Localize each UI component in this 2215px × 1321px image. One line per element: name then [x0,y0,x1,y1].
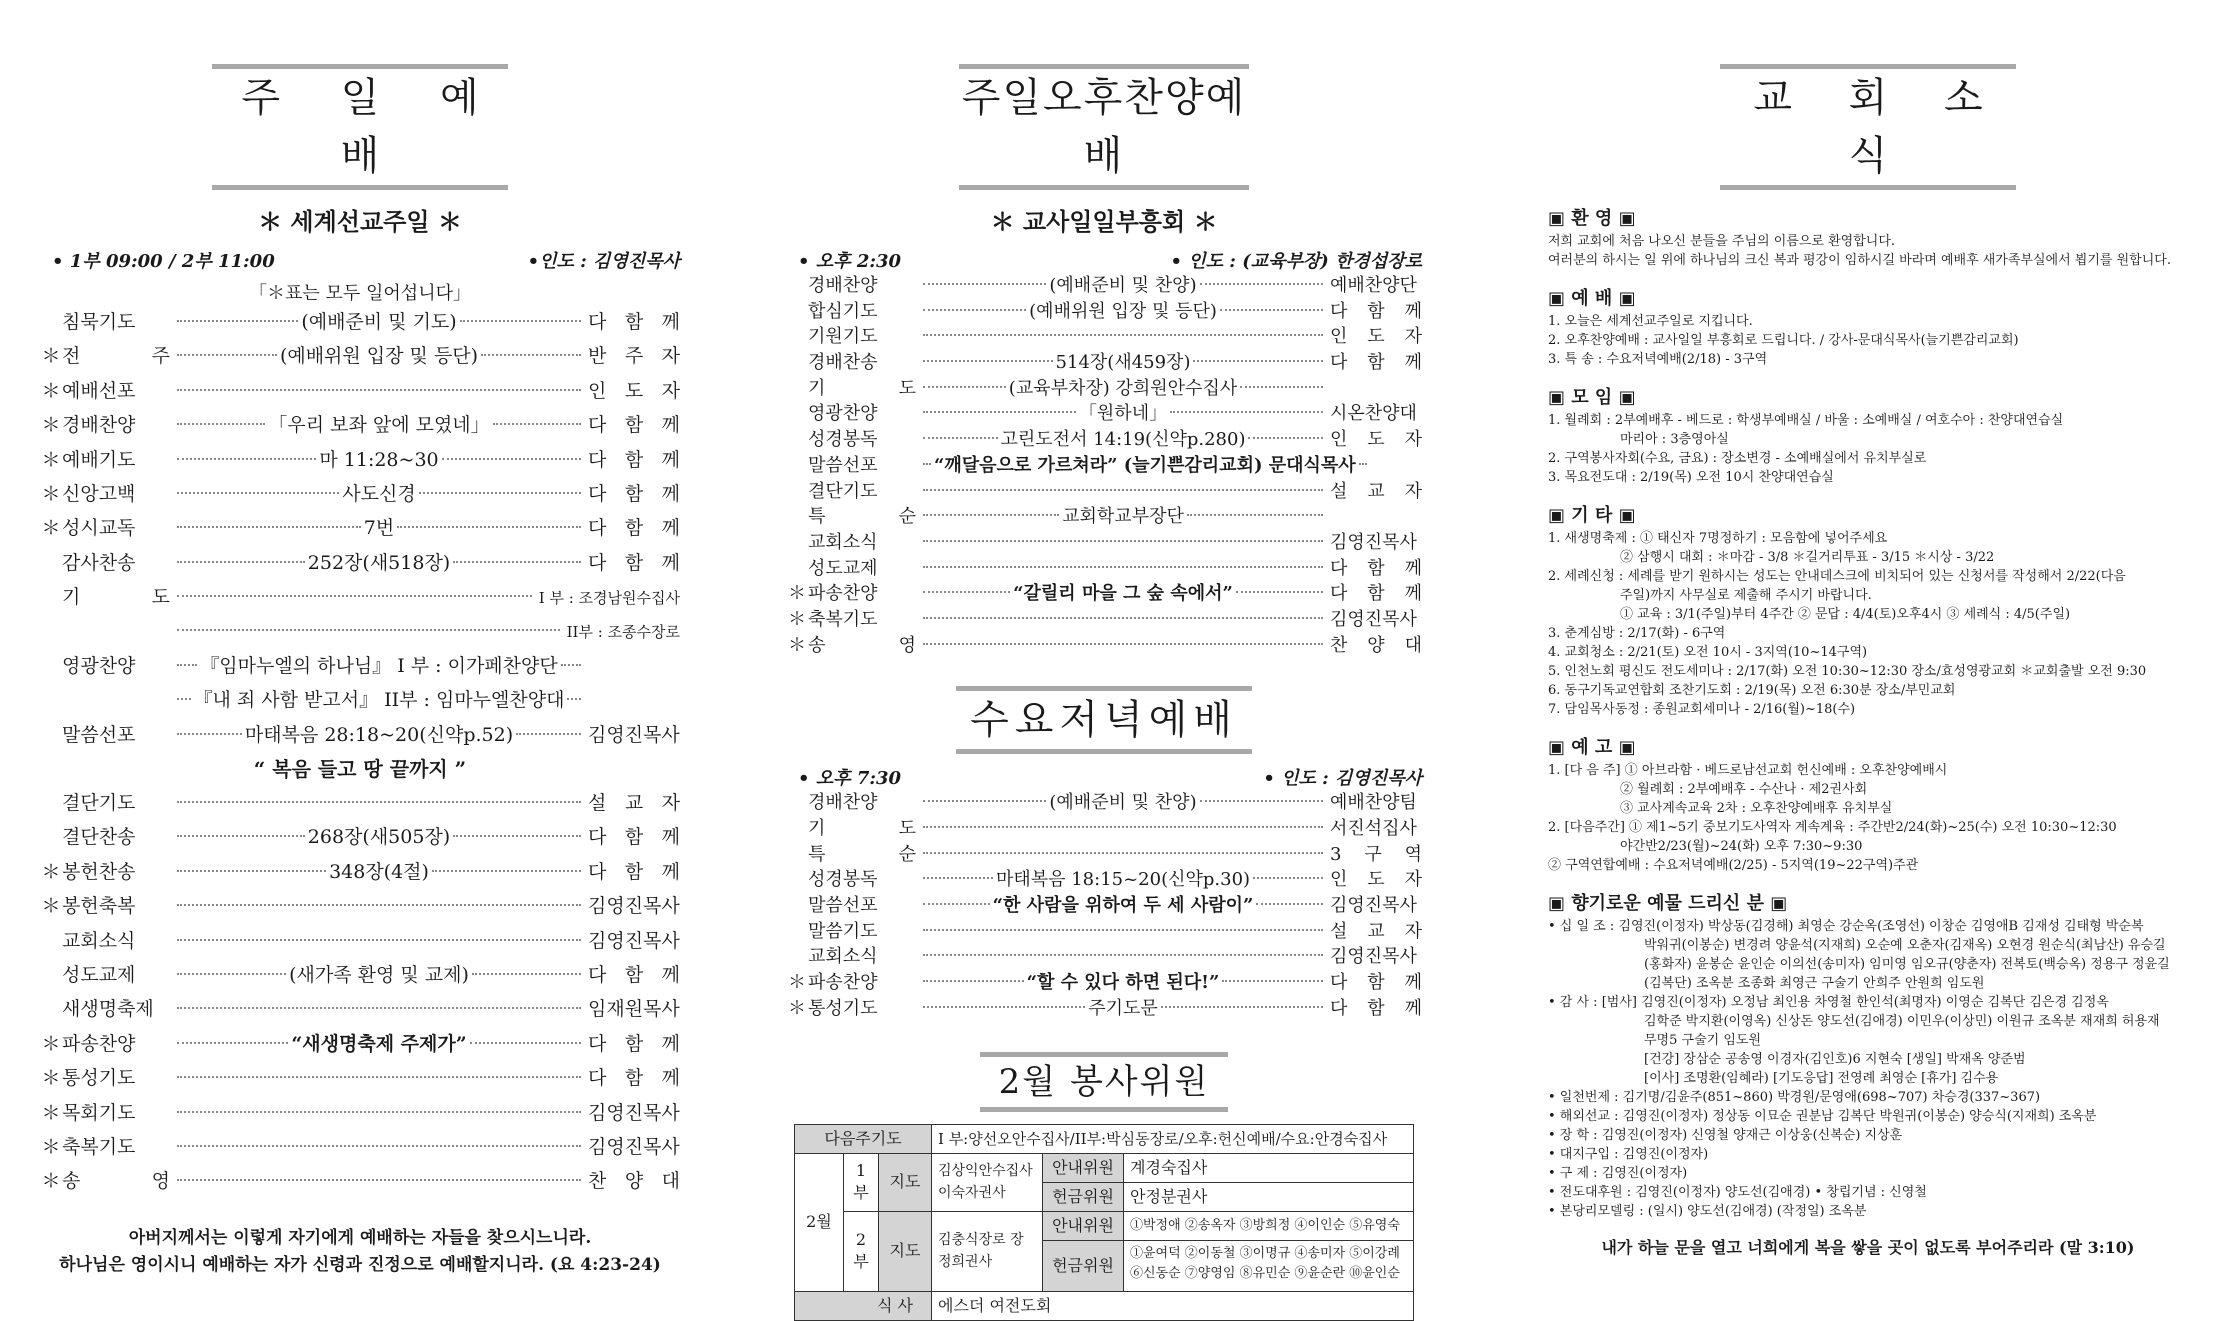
order-label: 교회소식 [62,929,136,952]
order-row [786,581,1422,607]
order-detail: “새생명축제 주제가” [291,1032,467,1055]
service-leader: • 인도 : 김영진목사 [1263,768,1422,790]
stand-marker: ＊ [41,1032,61,1055]
order-label: 예배기도 [62,448,136,471]
order-label: 기원기도 [808,326,878,348]
order-detail: (새가족 환영 및 교제) [289,964,469,987]
order-person: 다 함 께 [588,448,680,471]
order-row [40,305,680,339]
order-label: 말씀선포 [808,454,878,476]
sunday-worship-banner [212,64,508,190]
news-line: 4. 교회청소 : 2/21(토) 오전 10시 - 3지역(10~14구역) [1548,645,1868,660]
news-line: 7. 담임목사동정 : 종원교회세미나 - 2/16(월)~18(수) [1548,702,1856,717]
stand-marker: ＊ [41,1101,61,1124]
order-detail: (교육부차장) 강희원안수집사 [1008,377,1238,399]
stand-marker: ＊ [788,634,806,656]
news-body [1548,204,2188,1221]
news-line: 1. 오늘은 세계선교주일로 지킵니다. [1548,314,1753,329]
news-line: 2. 세례신청 : 세례를 받기 원하시는 성도는 안내데스크에 비치되어 있는 신청서를 작성해서 2/22(다음 [1548,569,2126,584]
order-label: 말씀선포 [808,895,878,917]
order-person: 김영진목사 [1330,531,1417,553]
news-line: ② 삼행시 대회 : ＊마감 - 3/8 ＊길거리투표 - 3/15 ＊시상 - 3/22 [1620,550,1995,565]
news-line: • 일천번제 : 김기명/김윤주(851~860) 박경원/문영애(698~707) 차승경(337~367) [1548,1090,2041,1105]
order-person: 찬 양 대 [1330,634,1422,656]
wednesday-order [786,790,1422,1021]
order-label: 합심기도 [808,300,878,322]
order-label: 결단기도 [808,480,878,502]
section-heading: ▣ 향기로운 예물 드리신 분 ▣ [1548,893,1788,914]
section-heading: ▣ 환 영 ▣ [1548,208,1636,229]
order-row [40,683,680,717]
order-row [786,919,1422,945]
order-row [786,867,1422,893]
notice-section [1548,733,2188,875]
order-row [40,889,680,923]
order-label: 신앙고백 [62,482,136,505]
stand-marker: ＊ [41,517,61,540]
section-heading: ▣ 기 타 ▣ [1548,505,1636,526]
order-row [786,790,1422,816]
news-line: 6. 동구기독교연합회 조찬기도회 : 2/19(목) 오전 6:30분 장소/부민교회 [1548,683,1956,698]
order-person: 설 교 자 [1330,480,1422,502]
order-of-worship [40,305,680,752]
order-person: 다 함 께 [1330,583,1422,605]
order-row [40,374,680,408]
stand-marker: ＊ [41,448,61,471]
order-person: 다 함 께 [1330,972,1422,994]
order-label: 통성기도 [62,1067,136,1090]
wednesday-worship-banner [956,686,1252,754]
section-heading: ▣ 예 고 ▣ [1548,737,1636,758]
order-detail: 고린도전서 14:19(신약p.280) [1000,429,1246,451]
afternoon-worship-column [786,0,1422,1315]
order-label: 봉헌찬송 [62,860,136,883]
order-row [40,1130,680,1164]
order-label: 경배찬송 [808,352,878,374]
standing-note: 「＊표는 모두 일어섭니다」 [249,283,471,304]
section-title: 수요저녁예배 [970,697,1238,744]
stand-marker: ＊ [788,583,806,605]
section-heading: ▣ 예 배 ▣ [1548,288,1636,309]
order-label: 교회소식 [808,531,878,553]
order-row [40,786,680,820]
church-news-column [1548,0,2188,1257]
order-detail: (예배위원 입장 및 등단) [1029,300,1217,322]
order-detail: 마 11:28~30 [319,448,439,471]
order-detail: (예배준비 및 찬양) [1049,792,1197,814]
order-detail: 주기도문 [1088,997,1158,1019]
order-label: 송 영 [808,634,916,656]
news-line: • 장 학 : 김영진(이정자) 신영철 양재근 이상웅(신복순) 지상훈 [1548,1128,1903,1143]
order-detail: 『내 죄 사함 받고서』 II부 : 임마누엘찬양대 [193,689,565,712]
stand-marker: ＊ [41,379,61,402]
order-row [40,855,680,889]
stand-marker: ＊ [41,414,61,437]
news-line: 1. 월례회 : 2부예배후 - 베드로 : 학생부예배실 / 바울 : 소예배실 / 여호수아 : 찬양대연습실 [1548,413,2064,428]
order-label: 전 주 [62,345,170,368]
section-title: 2월 봉사위원 [998,1061,1210,1102]
order-label: 교회소식 [808,946,878,968]
order-row [40,1061,680,1095]
order-person: 김영진목사 [588,895,680,918]
order-person: 다 함 께 [588,551,680,574]
order-detail: 사도신경 [342,482,416,505]
news-line: ① 교육 : 3/1(주일)부터 4주간 ② 문답 : 4/4(토)오후4시 ③ 세례식 : 4/5(주일) [1620,607,2071,622]
order-person: 인 도 자 [1330,429,1422,451]
worship-theme: ＊ 교사일일부흥회 ＊ [990,208,1218,236]
order-row [786,633,1422,659]
order-label: 성도교제 [62,964,136,987]
stand-marker: ＊ [788,972,806,994]
order-of-worship-2 [40,786,680,1199]
order-label: 말씀기도 [808,920,878,942]
church-news-banner [1720,64,2016,190]
order-person: 다 함 께 [1330,557,1422,579]
order-person: 서진석집사 [1330,818,1417,839]
order-row [786,556,1422,582]
news-line: 5. 인천노회 평신도 전도세미나 : 2/17(화) 오전 10:30~12:30 장소/효성영광교회 ＊교회출발 오전 9:30 [1548,664,2147,679]
news-line: ③ 교사계속교육 2차 : 오후찬양예배후 유치부실 [1620,801,1893,816]
order-detail: 514장(새459장) [1055,352,1191,374]
order-detail: 마태복음 28:18~20(신약p.52) [244,723,514,746]
order-detail: (예배위원 입장 및 등단) [279,345,479,368]
stand-marker: ＊ [41,345,61,368]
order-label: 결단기도 [62,792,136,815]
order-person: I 부 : 조경남원수집사 [538,589,680,608]
order-label: 경배찬양 [62,414,136,437]
order-row [40,615,680,649]
order-detail: 7번 [363,517,395,540]
order-label: 예배선포 [62,379,136,402]
order-label: 성도교제 [808,557,878,579]
order-row [40,718,680,752]
order-row [40,443,680,477]
order-row [786,504,1422,530]
news-line: • 십 일 조 : 김영진(이정자) 박상동(김경해) 최영순 강순옥(조영선) 이창순 김영애B 김재성 김태형 박순복 [1548,919,2144,934]
news-line: 주일)까지 사무실로 제출해 주시기 바랍니다. [1620,588,1872,603]
order-label: 새생명축제 [62,998,154,1021]
order-person: 김영진목사 [1330,895,1417,917]
news-line: 2. 구역봉사자회(수요, 금요) : 장소변경 - 소예배실에서 유치부실로 [1548,451,1927,466]
news-line: 김학준 박지환(이영옥) 신상돈 양도선(김애경) 이민우(이상민) 이원규 조옥분 재재희 허용재 [1644,1014,2160,1029]
order-row [786,842,1422,868]
offer-section [1548,889,2188,1221]
order-detail: 252장(새518장) [307,551,451,574]
order-row [40,992,680,1026]
news-line: 3. 목요전도대 : 2/19(목) 오전 10시 찬양대연습실 [1548,470,1834,485]
news-line: 2. [다음주간] ① 제1~5기 중보기도사역자 계속계육 : 주간반2/24(화)~25(수) 오전 10:30~12:30 [1548,820,2117,835]
order-person: 김영진목사 [588,1135,680,1158]
news-line: 박워귀(이봉순) 변경려 양윤석(지재희) 오순예 오춘자(김재옥) 오현경 원순식(최남산) 유승길 [1644,938,2166,953]
news-line: ② 월례회 : 2부예배후 - 수산나 · 제2권사회 [1620,782,1868,797]
order-person: II부 : 조종수장로 [566,622,680,641]
section-title: 주일오후찬양예배 [961,75,1247,179]
order-detail: 268장(새505장) [307,826,451,849]
order-person: 인 도 자 [1330,326,1422,348]
order-row [786,996,1422,1022]
order-detail: 마태복음 18:15~20(신약p.30) [995,869,1251,891]
order-person: 다 함 께 [588,414,680,437]
order-person: 다 함 께 [588,964,680,987]
welcome-section [1548,204,2188,270]
order-person: 반 주 자 [588,345,680,368]
news-line: [이사] 조명환(임혜라) [기도응답] 전영례 최영순 [휴가] 김수용 [1644,1071,1999,1086]
order-detail: (예배준비 및 찬양) [1049,275,1197,296]
stand-marker: ＊ [41,1135,61,1158]
sunday-worship-column [40,0,680,1275]
order-label: 특 순 [808,506,916,528]
order-label: 결단찬송 [62,826,136,849]
order-label: 감사찬송 [62,551,136,574]
order-label: 축복기도 [62,1135,136,1158]
order-row [786,324,1422,350]
service-leader: •인도 : 김영진목사 [527,251,680,272]
order-label: 봉헌축복 [62,895,136,918]
order-person: 시온찬양대 [1330,403,1417,425]
order-person: 예배찬양팀 [1330,792,1417,814]
order-label: 영광찬양 [808,403,878,425]
order-label: 송 영 [62,1170,170,1193]
stand-marker: ＊ [788,608,806,630]
order-row [40,820,680,854]
stand-marker: ＊ [788,997,806,1019]
order-row [40,408,680,442]
order-row [786,453,1422,479]
sermon-title: “ 복음 들고 땅 끝까지 ” [253,757,467,782]
order-row [40,511,680,545]
order-person: 다 함 께 [588,311,680,333]
order-row [786,607,1422,633]
order-person: 설 교 자 [588,792,680,815]
order-detail: “갈릴리 마을 그 숲 속에서” [1013,583,1233,605]
order-label: 목회기도 [62,1101,136,1124]
order-label: 경배찬양 [808,275,878,296]
order-person: 인 도 자 [1330,869,1422,891]
order-row [40,958,680,992]
order-label: 말씀선포 [62,723,136,746]
news-line: • 본당리모델링 : (일시) 양도선(김애경) (작정일) 조옥분 [1548,1204,1867,1219]
news-line: 마리아 : 3층영아실 [1620,432,1729,447]
order-person: 예배찬양단 [1330,275,1417,296]
order-row [40,1096,680,1130]
news-line: • 해외선교 : 김영진(이정자) 정상동 이묘순 권분남 김복단 박원귀(이봉순) 양승식(지재희) 조옥분 [1548,1109,2097,1124]
order-row [786,273,1422,299]
stand-marker: ＊ [41,895,61,918]
order-row [40,924,680,958]
meeting-section [1548,383,2188,487]
order-person: 김영진목사 [588,723,680,746]
news-line: ② 구역연합예배 : 수요저녁예배(2/25) - 5지역(19~22구역)주관 [1548,858,1919,873]
order-person: 3 구 역 [1330,843,1422,865]
order-detail: 「원하네」 [1078,403,1168,425]
order-person: 다 함 께 [1330,300,1422,322]
news-line: 2. 오후찬양예배 : 교사일일 부흥회로 드립니다. / 강사-문대식목사(늘기쁜감리교회) [1548,333,2019,348]
order-person: 다 함 께 [1330,352,1422,374]
closing-verse: 내가 하늘 문을 열고 너희에게 복을 쌓을 곳이 없도록 부어주리라 (말 3:10) [1601,1238,2135,1257]
order-label: 특 순 [808,843,916,865]
order-row [40,649,680,683]
order-label: 파송찬양 [808,972,878,994]
order-person: 찬 양 대 [588,1170,680,1193]
news-line: 저희 교회에 처음 나오신 분들을 주님의 이름으로 환영합니다. [1548,234,1896,249]
news-line: 야간반2/23(월)~24(화) 오후 7:30~9:30 [1620,839,1863,854]
order-person: 다 함 께 [588,826,680,849]
order-row [40,1164,680,1198]
order-person: 김영진목사 [1330,946,1417,968]
volunteers-banner [980,1052,1228,1112]
order-person: 설 교 자 [1330,920,1422,942]
scripture-footer: 아버지께서는 이렇게 자기에게 예배하는 자들을 찾으시느니라. 하나님은 영이시니 예배하는 자가 신령과 진정으로 예배할지니라. (요 4:23-24) [59,1227,661,1275]
stand-marker: ＊ [41,1067,61,1090]
order-detail: “할 수 있다 하면 된다!” [1026,972,1220,994]
order-person: 김영진목사 [588,1101,680,1124]
order-row [786,479,1422,505]
order-label: 성시교독 [62,517,136,540]
order-row [786,944,1422,970]
order-person: 임재원목사 [588,998,680,1021]
order-label: 파송찬양 [62,1032,136,1055]
news-line: (김복단) 조옥분 조종화 최영근 구술기 안희주 안원희 임도원 [1644,976,1985,991]
news-line: • 전도대후원 : 김영진(이정자) 양도선(김애경) • 창립기념 : 신영철 [1548,1185,1927,1200]
afternoon-worship-banner [959,64,1249,190]
order-row [40,580,680,614]
order-person: 김영진목사 [1330,608,1417,630]
order-label: 침묵기도 [62,311,136,333]
section-title: 교 회 소 식 [1753,75,2005,179]
stand-marker: ＊ [41,482,61,505]
news-line: • 대지구입 : 김영진(이정자) [1548,1147,1709,1162]
volunteer-table: 다음주기도 I 부:양선오안수집사/II부:박심동장로/오후:헌신예배/수요:안경숙집사 2월 1부 지도 김상익안수집사 이숙자권사 안내위원 계경숙집사 헌금위원 안정분권사 2부 지도 김충식장로 장정희권사 안내위원 ①박정애 ②송옥자 ③방희정 ④이인순 ⑤유영숙 헌금위원 ①윤여덕 ②이동철 ③이명규 ④송미자 ⑤이강례 ⑥신동순 ⑦양영임 ⑧유민순 ⑨윤순란 ⑩윤인순 식 사 에스더 여전도회 [794,1124,1414,1321]
service-time: • 1부 09:00 / 2부 11:00 [52,251,275,272]
order-person: 다 함 께 [588,1067,680,1090]
worship-theme: ＊ 세계선교주일 ＊ [258,208,462,236]
order-row [786,401,1422,427]
order-detail: “한 사람을 위하여 두 세 사람이” [992,895,1254,917]
order-label: 기 도 [808,818,916,839]
order-person: 김영진목사 [588,929,680,952]
news-line: 1. 새생명축제 : ① 태신자 7명정하기 : 모음함에 넣어주세요 [1548,531,1888,546]
order-label: 파송찬양 [808,583,878,605]
order-label: 축복기도 [808,608,878,630]
section-heading: ▣ 모 임 ▣ [1548,387,1636,408]
news-line: (홍화자) 윤봉순 윤인순 이의선(송미자) 임미영 임오규(양춘자) 전복토(백승옥) 정용구 정윤길 [1644,957,2170,972]
news-line: 3. 춘계심방 : 2/17(화) - 6구역 [1548,626,1726,641]
order-row [786,816,1422,842]
order-row [40,477,680,511]
order-label: 경배찬양 [808,792,878,814]
order-detail: 「우리 보좌 앞에 모였네」 [268,414,490,437]
order-row [786,299,1422,325]
order-person: 다 함 께 [1330,997,1422,1019]
order-row [786,427,1422,453]
order-row [40,546,680,580]
order-label: 성경봉독 [808,429,878,451]
order-detail: 348장(4절) [329,860,429,883]
service-time: • 오후 2:30 [798,251,902,272]
order-row [786,350,1422,376]
news-line: 1. [다 음 주] ① 아브라함 · 베드로남선교회 헌신예배 : 오후찬양예배시 [1548,763,1948,778]
order-row [786,530,1422,556]
order-person: 다 함 께 [588,517,680,540]
order-detail: 『임마누엘의 하나님』 I 부 : 이가페찬양단 [200,654,558,677]
order-detail: “깨달음으로 가르쳐라” (늘기쁜감리교회) 문대식목사 [934,454,1356,476]
stand-marker: ＊ [41,1170,61,1193]
page-title: 주 일 예 배 [241,75,503,179]
order-row [786,970,1422,996]
order-label: 성경봉독 [808,869,878,891]
order-label: 기 도 [62,586,170,609]
order-label: 영광찬양 [62,654,136,677]
order-detail: 교회학교부장단 [1062,506,1184,528]
news-line: [건강] 장삼순 공송영 이경자(김인호)6 지현숙 [생일] 박재옥 양준범 [1644,1052,2026,1067]
order-row [786,376,1422,402]
stand-marker: ＊ [41,860,61,883]
afternoon-order [786,273,1422,658]
order-label: 통성기도 [808,997,878,1019]
news-line: 무명5 구술기 임도원 [1644,1033,1761,1048]
order-person: 인 도 자 [588,379,680,402]
order-person: 다 함 께 [588,1032,680,1055]
order-person: 다 함 께 [588,860,680,883]
order-label: 기 도 [808,377,916,399]
order-row [40,1027,680,1061]
etc-section [1548,501,2188,719]
news-line: • 구 제 : 김영진(이정자) [1548,1166,1688,1181]
order-person: 다 함 께 [588,482,680,505]
news-line: 여러분의 하시는 일 위에 하나님의 크신 복과 평강이 임하시길 바라며 예배후 새가족부실에서 뵙기를 원합니다. [1548,253,2171,268]
order-detail: (예배준비 및 기도) [301,311,457,333]
service-leader: • 인도 : (교육부장) 한경섭장로 [1170,251,1422,272]
news-line: 3. 특 송 : 수요저녁예배(2/18) - 3구역 [1548,352,1768,367]
order-row [40,339,680,373]
order-row [786,893,1422,919]
worship-section [1548,284,2188,369]
news-line: • 감 사 : [범사] 김영진(이정자) 오정남 최인용 차영철 한인석(최명자) 이영순 김복단 김은경 김정옥 [1548,995,2109,1010]
service-time: • 오후 7:30 [798,768,902,790]
